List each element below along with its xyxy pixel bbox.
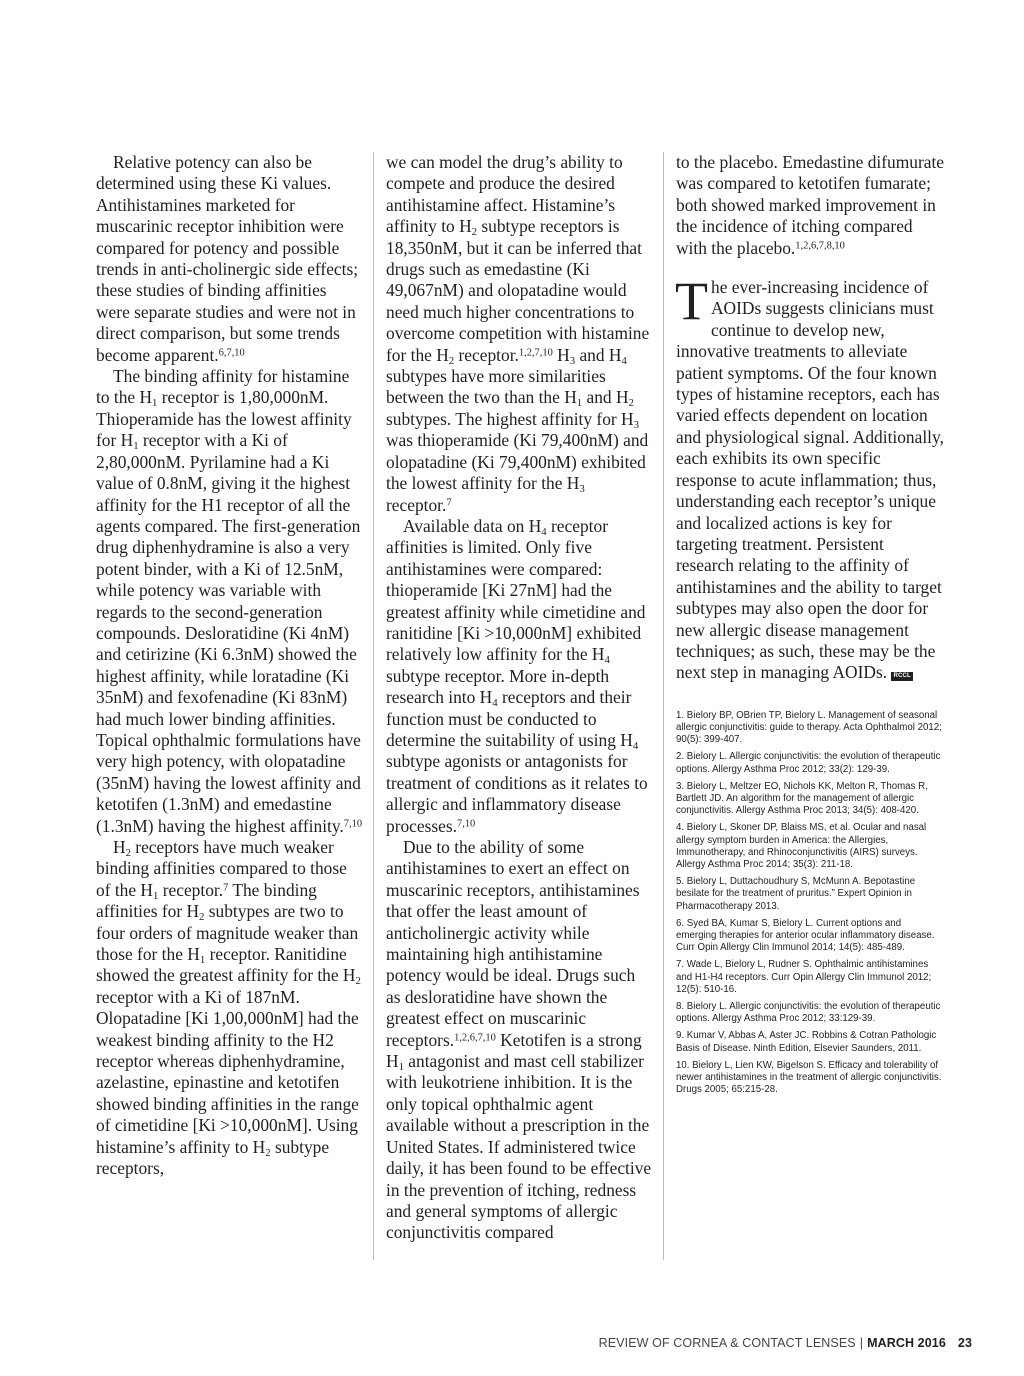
footer-separator: |	[859, 1336, 864, 1350]
end-of-article-mark: RCCL	[893, 673, 911, 680]
references-list	[676, 710, 944, 1097]
reference-item: 7. Wade L, Bielory L, Rudner S. Ophthalmic antihistamines and H1-H4 receptors. Curr Opin Allergy Clin Immunol 2012; 12(5): 510-16.	[676, 959, 932, 995]
paragraph: Relative potency can also be determined using these Ki values. Antihistamines marketed for muscarinic receptor inhibition were compared for potency and possible trends in anti-cholinergic side effects; these studies of binding affinities were separate studies and were not in direct comparison, but some trends become apparent.$^{6,7,10}$	[96, 152, 359, 365]
text-column-3	[676, 152, 944, 1101]
reference-item: 1. Bielory BP, OBrien TP, Bielory L. Management of seasonal allergic conjunctivitis: guide to therapy. Acta Ophthalmol 2012; 90(5): 399-407.	[676, 709, 942, 746]
page-number: 23	[957, 1336, 972, 1350]
journal-name: REVIEW OF CORNEA & CONTACT LENSES	[598, 1336, 856, 1350]
reference-item: 8. Bielory L. Allergic conjunctivitis: the evolution of therapeutic options. Allergy Asthma Proc 2012; 33:129-39.	[676, 1001, 941, 1025]
page-footer	[599, 1336, 972, 1350]
paragraph: Due to the ability of some antihistamines to exert an effect on muscarinic receptors, antihistamines that offer the least amount of anticholinergic activity while maintaining high antihistamine potency would be ideal. Drugs such as desloratidine have shown the greatest effect on muscarinic receptors.$^{1,2,6,7,10}$ Ketotifen is a strong $H_1$ antagonist and mast cell stabilizer with leukotriene inhibition. It is the only topical ophthalmic agent available without a prescription in the United States. If administered twice daily, it has been found to be effective in the prevention of itching, redness and general symptoms of allergic conjunctivitis compared	[386, 837, 652, 1243]
reference-item: 9. Kumar V, Abbas A, Aster JC. Robbins & Cotran Pathologic Basis of Disease. Ninth Edition, Elsevier Saunders, 2011.	[676, 1030, 937, 1054]
reference-item: 10. Bielory L, Lien KW, Bigelson S. Efficacy and tolerability of newer antihistamines in the treatment of allergic conjunctivitis. Drugs 2005; 65:215-28.	[676, 1059, 942, 1096]
issue-date: MARCH 2016	[867, 1336, 946, 1350]
reference-item: 4. Bielory L, Skoner DP, Blaiss MS, et al. Ocular and nasal allergy symptom burden in America: the Allergies, Immunotherapy, and Rhinoconjunctivitis (AIRS) surveys. Allergy Asthma Proc 2014; 35(3): 211-18.	[676, 822, 927, 870]
conclusion-paragraph: The ever-increasing incidence of AOIDs suggests clinicians must continue to develop new, innovative treatments to alleviate patient symptoms. Of the four known types of histamine receptors, each has varied effects dependent on location and physiological signal. Additionally, each exhibits its own specific response to acute inflammation; thus, understanding each receptor’s unique and localized actions is key for targeting treatment. Persistent research relating to the affinity of antihistamines and the ability to target subtypes may also open the door for new allergic disease management techniques; as such, these may be the next step in managing AOIDs. RCCL	[675, 271, 944, 683]
text-column-2	[386, 152, 654, 1244]
paragraph: to the placebo. Emedastine difumurate was compared to ketotifen fumarate; both showed marked improvement in the incidence of itching compared with the placebo.$^{1,2,6,7,8,10}$	[676, 152, 945, 258]
column-divider	[373, 152, 374, 1260]
paragraph: we can model the drug’s ability to compete and produce the desired antihistamine affect. Histamine’s affinity to $H_2$ subtype receptors is 18,350nM, but it can be inferred that drugs such as emedastine (Ki 49,067nM) and olopatadine would need much higher concentrations to overcome competition with histamine for the $H_2$ receptor.$^{1,2,7,10}$ $H_3$ and $H_4$ subtypes have more similarities between the two than the $H_1$ and $H_2$ subtypes. The highest affinity for $H_3$ was thioperamide (Ki 79,400nM) and olopatadine (Ki 79,400nM) exhibited the lowest affinity for the $H_3$ receptor.$^7$	[386, 152, 650, 515]
paragraph: $H_2$ receptors have much weaker binding affinities compared to those of the $H_1$ receptor.$^7$ The binding affinities for $H_2$ subtypes are two to four orders of magnitude weaker than those for the $H_1$ receptor. Ranitidine showed the greatest affinity for the $H_2$ receptor with a Ki of 187nM. Olopatadine [Ki 1,00,000nM] had the weakest binding affinity to the H2 receptor whereas diphenhydramine, azelastine, epinastine and ketotifen showed binding affinities in the range of cimetidine [Ki >10,000nM]. Using histamine’s affinity to $H_2$ subtype receptors,	[96, 837, 361, 1179]
reference-item: 6. Syed BA, Kumar S, Bielory L. Current options and emerging therapies for anterior ocular inflammatory disease. Curr Opin Allergy Clin Immunol 2014; 14(5): 485-489.	[676, 917, 935, 954]
paragraph: Available data on $H_4$ receptor affinities is limited. Only five antihistamines were compared: thioperamide [Ki 27nM] had the greatest affinity while cimetidine and ranitidine [Ki >10,000nM] exhibited relatively low affinity for the $H_4$ subtype receptor. More in-depth research into $H_4$ receptors and their function must be conducted to determine the suitability of using $H_4$ subtype agonists or antagonists for treatment of conditions as it relates to allergic and inflammatory disease processes.$^{7,10}$	[386, 515, 648, 836]
reference-item: 2. Bielory L. Allergic conjunctivitis: the evolution of therapeutic options. Allergy Asthma Proc 2012; 33(2): 129-39.	[676, 751, 941, 775]
drop-cap: T	[675, 271, 708, 332]
column-divider	[663, 152, 664, 1260]
paragraph: The binding affinity for histamine to the $H_1$ receptor is 1,80,000nM. Thioperamide has the lowest affinity for $H_1$ receptor with a Ki of 2,80,000nM. Pyrilamine had a Ki value of 0.8nM, giving it the highest affinity for the H1 receptor of all the agents compared. The first-generation drug diphenhydramine is also a very potent binder, with a Ki of 12.5nM, while potency was variable with regards to the second-generation compounds. Desloratidine (Ki 4nM) and cetirizine (Ki 6.3nM) showed the highest affinity, while loratadine (Ki 35nM) and fexofenadine (Ki 83nM) had much lower binding affinities. Topical ophthalmic formulations have very high potency, with olopatadine (35nM) having the lowest affinity and ketotifen (1.3nM) and emedastine (1.3nM) having the highest affinity.$^{7,10}$	[96, 366, 363, 836]
reference-item: 5. Bielory L, Duttachoudhury S, McMunn A. Bepotastine besilate for the treatment of pruritus.” Expert Opinion in Pharmacotherapy 2013.	[676, 876, 916, 912]
reference-item: 3. Bielory L, Meltzer EO, Nichols KK, Melton R, Thomas R, Bartlett JD. An algorithm for the management of allergic conjunctivitis. Allergy Asthma Proc 2013; 34(5): 408-420.	[676, 780, 928, 817]
text-column-1	[96, 152, 364, 1180]
